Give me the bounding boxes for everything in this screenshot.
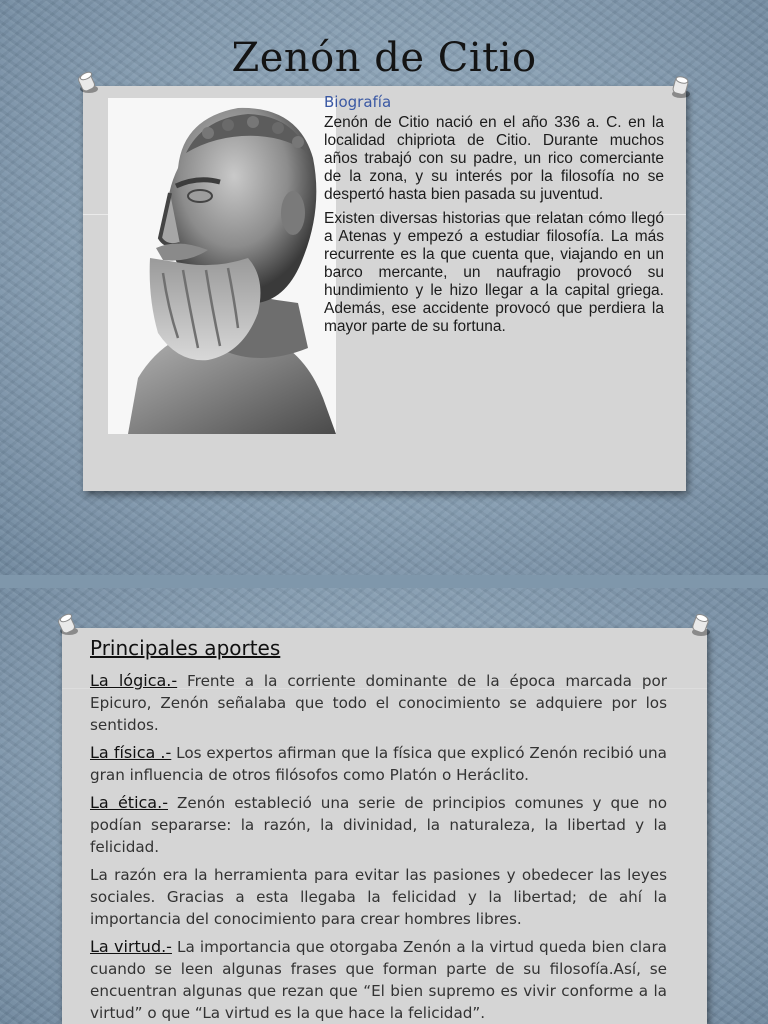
aporte-term: La ética.- (90, 793, 168, 812)
aporte-term: La virtud.- (90, 937, 172, 956)
pushpin-icon (668, 74, 694, 100)
biography-paragraph: Existen diversas historias que relatan cómo llegó a Atenas y empezó a estudiar filosofía. La más recurrente es la que cuenta que, viajando en un barco mercante, un naufragio provocó su hundimiento y le hizo llegar a la capital griega. Además, ese accidente provocó que perdiera la mayor parte de su fortuna. (324, 210, 664, 335)
aporte-item (90, 864, 667, 930)
slide-aportes (0, 588, 768, 1024)
aporte-text: Zenón estableció una serie de principios comunes y que no podían separarse: la razón, la divinidad, la naturaleza, la libertad y la felicidad. (90, 794, 668, 856)
aporte-text: La razón era la herramienta para evitar las pasiones y obedecer las leyes sociales. Gracias a esta llegaba la felicidad y la libertad; de ahí la importancia del conocimiento para crear hombres libres. (90, 866, 667, 928)
portrait-image (108, 98, 336, 434)
aportes-card (62, 628, 707, 1024)
biography-card (83, 86, 686, 491)
pushpin-icon (74, 70, 100, 96)
marble-bust-icon (108, 98, 336, 434)
slide-title: Zenón de Citio (231, 35, 537, 81)
biography-heading: Biografía (324, 93, 392, 111)
biography-text (324, 114, 664, 342)
pushpin-icon (688, 612, 714, 638)
aporte-term: La física .- (90, 743, 172, 762)
biography-paragraph: Zenón de Citio nació en el año 336 a. C. en la localidad chipriota de Citio. Durante muchos años trabajó con su padre, un rico comerciante de la zona, y su interés por la filosofía no se despertó hasta bien pasada su juventud. (324, 114, 664, 203)
aporte-item (90, 670, 667, 736)
aporte-text: Los expertos afirman que la física que explicó Zenón recibió una gran influencia de otros filósofos como Platón o Heráclito. (90, 744, 667, 784)
aportes-heading: Principales aportes (90, 636, 281, 660)
aportes-content (90, 636, 667, 1024)
aporte-text: La importancia que otorgaba Zenón a la virtud queda bien clara cuando se leen algunas frases que forman parte de su filosofía.Así, se encuentran algunas que rezan que “El bien supremo es vivir conforme a la virtud” o que “La virtud es la que hace la felicidad”. (90, 938, 667, 1022)
aporte-text: Frente a la corriente dominante de la época marcada por Epicuro, Zenón señalaba que todo el conocimiento se adquiere por los sentidos. (90, 672, 667, 734)
aporte-term: La lógica.- (90, 671, 178, 690)
aporte-item (90, 936, 667, 1024)
pushpin-icon (54, 612, 80, 638)
aporte-item (90, 742, 667, 786)
aporte-item (90, 792, 667, 858)
